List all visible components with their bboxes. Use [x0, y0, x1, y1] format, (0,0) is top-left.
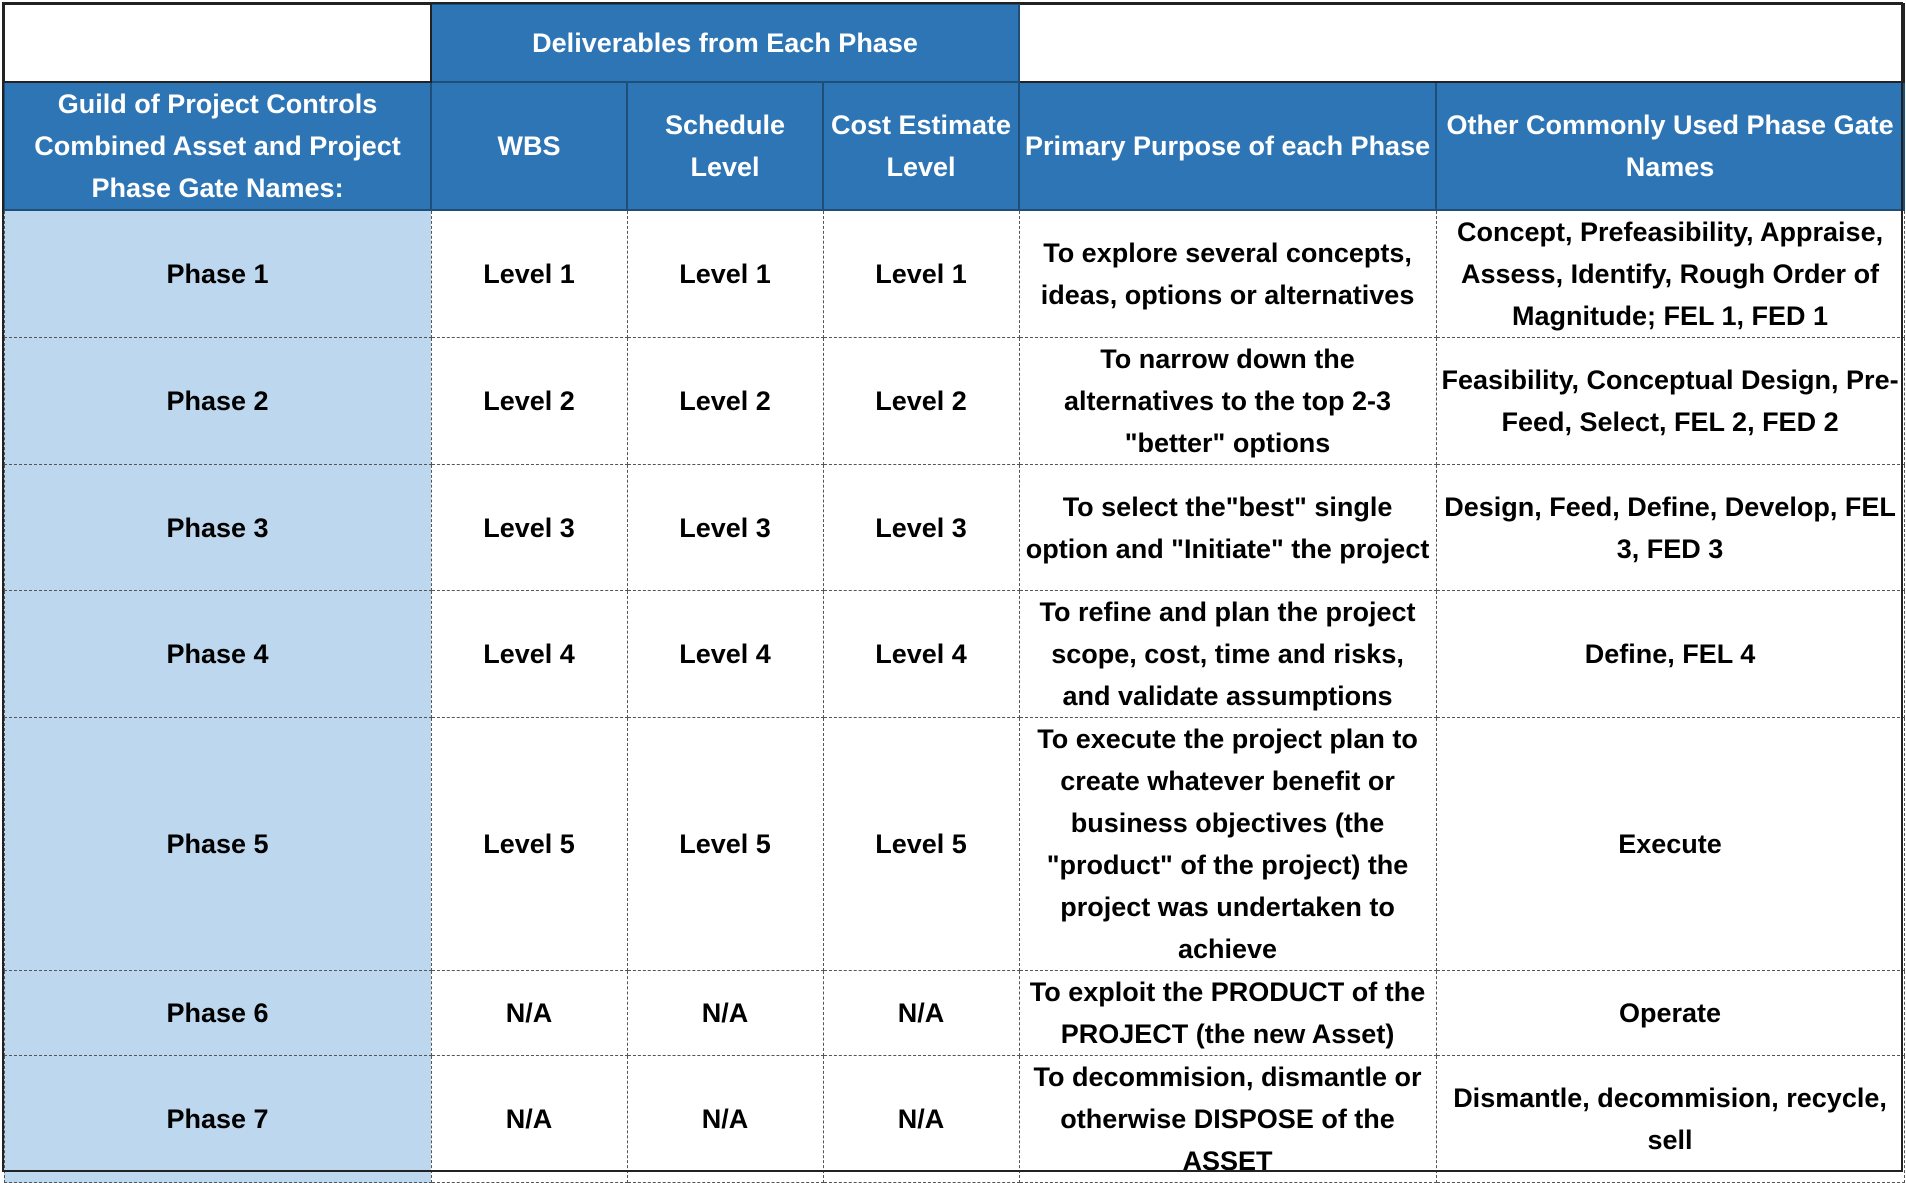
other-names-cell[interactable]: Design, Feed, Define, Develop, FEL 3, FED 3	[1436, 465, 1904, 591]
header-cost-estimate-level[interactable]: Cost Estimate Level	[823, 82, 1019, 210]
other-names-cell[interactable]: Execute	[1436, 718, 1904, 971]
other-names-cell[interactable]: Feasibility, Conceptual Design, Pre-Feed, Select, FEL 2, FED 2	[1436, 338, 1904, 465]
purpose-cell[interactable]: To refine and plan the project scope, cost, time and risks, and validate assumptions	[1019, 591, 1436, 718]
schedule-cell[interactable]: Level 5	[627, 718, 823, 971]
schedule-cell[interactable]: N/A	[627, 971, 823, 1056]
purpose-cell[interactable]: To execute the project plan to create whatever benefit or business objectives (the "product" of the project) the project was undertaken to achieve	[1019, 718, 1436, 971]
wbs-cell[interactable]: Level 2	[431, 338, 627, 465]
header-schedule-level[interactable]: Schedule Level	[627, 82, 823, 210]
purpose-cell[interactable]: To exploit the PRODUCT of the PROJECT (the new Asset)	[1019, 971, 1436, 1056]
table-row	[4, 465, 1904, 591]
schedule-cell[interactable]: Level 2	[627, 338, 823, 465]
cost-cell[interactable]: Level 1	[823, 210, 1019, 338]
wbs-cell[interactable]: N/A	[431, 971, 627, 1056]
table-row	[4, 718, 1904, 971]
table-row	[4, 1056, 1904, 1183]
phase-cell[interactable]: Phase 1	[4, 210, 431, 338]
deliverables-group-header[interactable]: Deliverables from Each Phase	[431, 4, 1019, 82]
group-header-row	[4, 4, 1904, 82]
phase-cell[interactable]: Phase 7	[4, 1056, 431, 1183]
wbs-cell[interactable]: Level 4	[431, 591, 627, 718]
purpose-cell[interactable]: To decommision, dismantle or otherwise DISPOSE of the ASSET	[1019, 1056, 1436, 1183]
schedule-cell[interactable]: N/A	[627, 1056, 823, 1183]
other-names-cell[interactable]: Operate	[1436, 971, 1904, 1056]
header-phase-names[interactable]: Guild of Project Controls Combined Asset and Project Phase Gate Names:	[4, 82, 431, 210]
blank-header-cell[interactable]	[1019, 4, 1904, 82]
schedule-cell[interactable]: Level 4	[627, 591, 823, 718]
wbs-cell[interactable]: Level 3	[431, 465, 627, 591]
phase-cell[interactable]: Phase 5	[4, 718, 431, 971]
purpose-cell[interactable]: To narrow down the alternatives to the top 2-3 "better" options	[1019, 338, 1436, 465]
table-row	[4, 210, 1904, 338]
phase-gate-table	[3, 3, 1905, 1183]
other-names-cell[interactable]: Concept, Prefeasibility, Appraise, Assess, Identify, Rough Order of Magnitude; FEL 1, FED 1	[1436, 210, 1904, 338]
wbs-cell[interactable]: N/A	[431, 1056, 627, 1183]
cost-cell[interactable]: N/A	[823, 1056, 1019, 1183]
wbs-cell[interactable]: Level 5	[431, 718, 627, 971]
header-primary-purpose[interactable]: Primary Purpose of each Phase	[1019, 82, 1436, 210]
column-header-row	[4, 82, 1904, 210]
cost-cell[interactable]: Level 5	[823, 718, 1019, 971]
blank-corner-cell[interactable]	[4, 4, 431, 82]
cost-cell[interactable]: Level 4	[823, 591, 1019, 718]
cost-cell[interactable]: Level 2	[823, 338, 1019, 465]
other-names-cell[interactable]: Dismantle, decommision, recycle, sell	[1436, 1056, 1904, 1183]
header-wbs[interactable]: WBS	[431, 82, 627, 210]
schedule-cell[interactable]: Level 3	[627, 465, 823, 591]
phase-cell[interactable]: Phase 3	[4, 465, 431, 591]
cost-cell[interactable]: Level 3	[823, 465, 1019, 591]
purpose-cell[interactable]: To explore several concepts, ideas, options or alternatives	[1019, 210, 1436, 338]
cost-cell[interactable]: N/A	[823, 971, 1019, 1056]
other-names-cell[interactable]: Define, FEL 4	[1436, 591, 1904, 718]
wbs-cell[interactable]: Level 1	[431, 210, 627, 338]
phase-cell[interactable]: Phase 6	[4, 971, 431, 1056]
table-row	[4, 971, 1904, 1056]
header-other-phase-gate-names[interactable]: Other Commonly Used Phase Gate Names	[1436, 82, 1904, 210]
table-row	[4, 338, 1904, 465]
phase-cell[interactable]: Phase 4	[4, 591, 431, 718]
schedule-cell[interactable]: Level 1	[627, 210, 823, 338]
table-row	[4, 591, 1904, 718]
purpose-cell[interactable]: To select the"best" single option and "Initiate" the project	[1019, 465, 1436, 591]
phase-cell[interactable]: Phase 2	[4, 338, 431, 465]
